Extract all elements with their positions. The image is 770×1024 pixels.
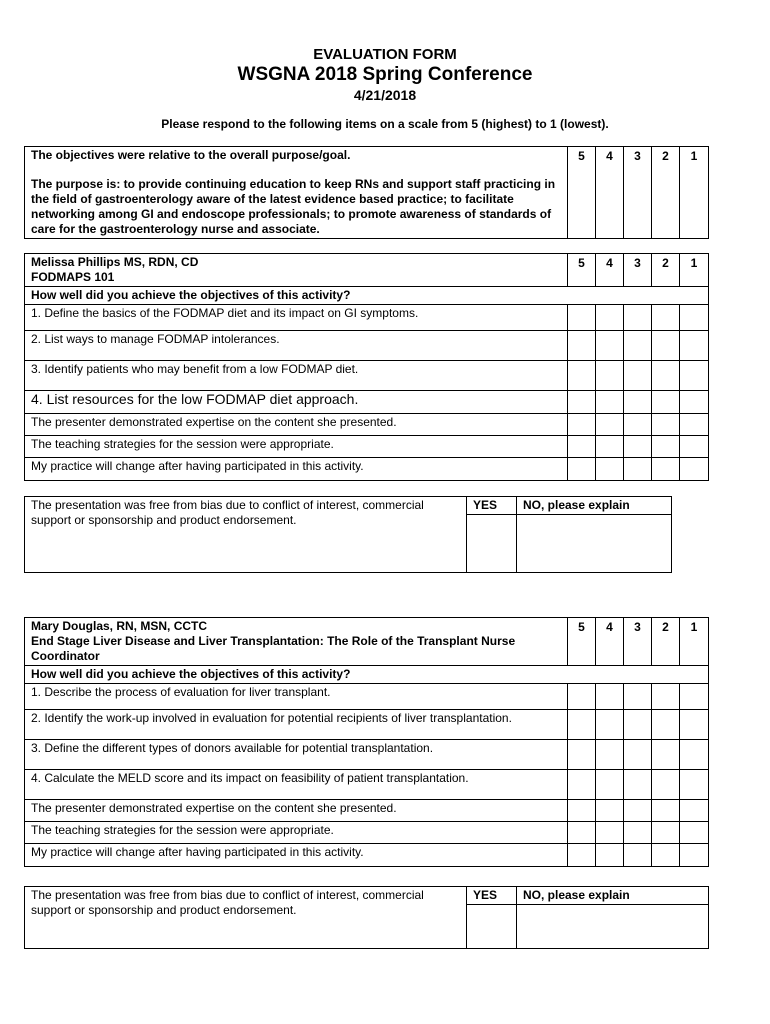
rating-cell[interactable] bbox=[624, 414, 652, 436]
rating-cell[interactable] bbox=[680, 331, 709, 361]
yes-answer-box[interactable] bbox=[467, 905, 517, 949]
bias-table-1 bbox=[24, 496, 672, 573]
rating-cell[interactable] bbox=[652, 361, 680, 391]
statement-row: The presenter demonstrated expertise on the content she presented. bbox=[25, 800, 568, 822]
objectives-question: The objectives were relative to the overall purpose/goal. The purpose is: to provide continuing education to keep RNs and support staff practicing in the field of gastroenterology aware of the latest evidence based practice; to facilitate networking among GI and endoscope professionals; to promote awareness of standards of care for the gastroenterology nurse and associate. bbox=[25, 147, 568, 239]
rating-cell[interactable] bbox=[624, 770, 652, 800]
statement-row: The presenter demonstrated expertise on the content she presented. bbox=[25, 414, 568, 436]
rating-cell[interactable] bbox=[596, 800, 624, 822]
score-5[interactable]: 5 bbox=[568, 147, 596, 239]
rating-cell[interactable] bbox=[680, 414, 709, 436]
form-title: EVALUATION FORM bbox=[313, 46, 457, 63]
rating-cell[interactable] bbox=[596, 844, 624, 867]
rating-cell[interactable] bbox=[624, 305, 652, 331]
no-label: NO, please explain bbox=[517, 887, 709, 905]
rating-cell[interactable] bbox=[596, 684, 624, 710]
rating-cell[interactable] bbox=[568, 458, 596, 481]
rating-cell[interactable] bbox=[680, 305, 709, 331]
rating-cell[interactable] bbox=[680, 822, 709, 844]
rating-cell[interactable] bbox=[568, 770, 596, 800]
score-5: 5 bbox=[568, 254, 596, 287]
rating-cell[interactable] bbox=[680, 458, 709, 481]
objective-row: 4. List resources for the low FODMAP diet approach. bbox=[25, 391, 568, 414]
objective-row: 3. Identify patients who may benefit from a low FODMAP diet. bbox=[25, 361, 568, 391]
objective-row: 1. Define the basics of the FODMAP diet and its impact on GI symptoms. bbox=[25, 305, 568, 331]
rating-cell[interactable] bbox=[568, 414, 596, 436]
bias-table-2 bbox=[24, 886, 709, 949]
statement-row: The teaching strategies for the session were appropriate. bbox=[25, 436, 568, 458]
session-topic: End Stage Liver Disease and Liver Transplantation: The Role of the Transplant Nurse Coordinator bbox=[31, 634, 516, 663]
rating-cell[interactable] bbox=[680, 740, 709, 770]
score-3: 3 bbox=[624, 618, 652, 666]
rating-cell[interactable] bbox=[596, 436, 624, 458]
score-4[interactable]: 4 bbox=[596, 147, 624, 239]
score-3[interactable]: 3 bbox=[624, 147, 652, 239]
purpose-text: The purpose is: to provide continuing education to keep RNs and support staff practicing in the field of gastroenterology aware of the latest evidence based practice; to facilitate networking among GI and endoscope professionals; to promote awareness of standards of care for the gastroenterology nurse and associate. bbox=[31, 177, 556, 236]
rating-cell[interactable] bbox=[624, 458, 652, 481]
rating-cell[interactable] bbox=[624, 822, 652, 844]
instructions: Please respond to the following items on a scale from 5 (highest) to 1 (lowest). bbox=[161, 117, 609, 131]
objectives-prompt: How well did you achieve the objectives of this activity? bbox=[25, 287, 709, 305]
statement-row: The teaching strategies for the session were appropriate. bbox=[25, 822, 568, 844]
rating-cell[interactable] bbox=[652, 710, 680, 740]
yes-label: YES bbox=[467, 497, 517, 515]
rating-cell[interactable] bbox=[624, 331, 652, 361]
rating-cell[interactable] bbox=[568, 684, 596, 710]
rating-cell[interactable] bbox=[680, 710, 709, 740]
objectives-prompt: How well did you achieve the objectives of this activity? bbox=[25, 666, 709, 684]
rating-cell[interactable] bbox=[624, 391, 652, 414]
rating-cell[interactable] bbox=[680, 770, 709, 800]
bias-statement: The presentation was free from bias due to conflict of interest, commercial support or sponsorship and product endorsement. bbox=[25, 887, 467, 949]
rating-cell[interactable] bbox=[596, 822, 624, 844]
rating-cell[interactable] bbox=[624, 740, 652, 770]
no-explain-box[interactable] bbox=[517, 905, 709, 949]
score-2[interactable]: 2 bbox=[652, 147, 680, 239]
rating-cell[interactable] bbox=[596, 391, 624, 414]
rating-cell[interactable] bbox=[568, 391, 596, 414]
objective-row: 2. List ways to manage FODMAP intolerances. bbox=[25, 331, 568, 361]
rating-cell[interactable] bbox=[680, 391, 709, 414]
objective-row: 1. Describe the process of evaluation for liver transplant. bbox=[25, 684, 568, 710]
rating-cell[interactable] bbox=[652, 414, 680, 436]
yes-answer-box[interactable] bbox=[467, 515, 517, 573]
rating-cell[interactable] bbox=[596, 305, 624, 331]
rating-cell[interactable] bbox=[652, 331, 680, 361]
session-topic: FODMAPS 101 bbox=[31, 270, 115, 284]
score-5: 5 bbox=[568, 618, 596, 666]
rating-cell[interactable] bbox=[596, 710, 624, 740]
session-2-table bbox=[24, 617, 709, 867]
rating-cell[interactable] bbox=[680, 436, 709, 458]
score-2: 2 bbox=[652, 618, 680, 666]
conference-date: 4/21/2018 bbox=[353, 87, 417, 103]
rating-cell[interactable] bbox=[652, 822, 680, 844]
score-1[interactable]: 1 bbox=[680, 147, 709, 239]
presenter-name: Melissa Phillips MS, RDN, CD bbox=[31, 255, 199, 269]
rating-cell[interactable] bbox=[680, 844, 709, 867]
rating-cell[interactable] bbox=[680, 684, 709, 710]
score-4: 4 bbox=[596, 618, 624, 666]
session-1-table bbox=[24, 253, 709, 481]
rating-cell[interactable] bbox=[652, 391, 680, 414]
rating-cell[interactable] bbox=[652, 800, 680, 822]
rating-cell[interactable] bbox=[596, 740, 624, 770]
rating-cell[interactable] bbox=[568, 822, 596, 844]
objective-row: 4. Calculate the MELD score and its impact on feasibility of patient transplantation. bbox=[25, 770, 568, 800]
rating-cell[interactable] bbox=[568, 710, 596, 740]
rating-cell[interactable] bbox=[680, 361, 709, 391]
rating-cell[interactable] bbox=[596, 331, 624, 361]
objectives-table bbox=[24, 146, 709, 239]
rating-cell[interactable] bbox=[596, 770, 624, 800]
rating-cell[interactable] bbox=[652, 740, 680, 770]
rating-cell[interactable] bbox=[624, 436, 652, 458]
rating-cell[interactable] bbox=[568, 740, 596, 770]
rating-cell[interactable] bbox=[652, 684, 680, 710]
rating-cell[interactable] bbox=[596, 414, 624, 436]
rating-cell[interactable] bbox=[568, 331, 596, 361]
conference-title: WSGNA 2018 Spring Conference bbox=[237, 64, 533, 85]
statement-row: My practice will change after having participated in this activity. bbox=[25, 458, 568, 481]
score-2: 2 bbox=[652, 254, 680, 287]
rating-cell[interactable] bbox=[652, 436, 680, 458]
objective-row: 3. Define the different types of donors available for potential transplantation. bbox=[25, 740, 568, 770]
rating-cell[interactable] bbox=[568, 305, 596, 331]
rating-cell[interactable] bbox=[596, 458, 624, 481]
rating-cell[interactable] bbox=[652, 770, 680, 800]
score-3: 3 bbox=[624, 254, 652, 287]
no-explain-box[interactable] bbox=[517, 515, 672, 573]
rating-cell[interactable] bbox=[596, 361, 624, 391]
rating-cell[interactable] bbox=[568, 844, 596, 867]
rating-cell[interactable] bbox=[652, 844, 680, 867]
rating-cell[interactable] bbox=[624, 361, 652, 391]
yes-label: YES bbox=[467, 887, 517, 905]
bias-statement: The presentation was free from bias due to conflict of interest, commercial support or sponsorship and product endorsement. bbox=[25, 497, 467, 573]
session-1-header bbox=[25, 254, 568, 287]
rating-cell[interactable] bbox=[652, 458, 680, 481]
presenter-name: Mary Douglas, RN, MSN, CCTC bbox=[31, 619, 208, 633]
objective-row: 2. Identify the work-up involved in evaluation for potential recipients of liver transplantation. bbox=[25, 710, 568, 740]
rating-cell[interactable] bbox=[624, 800, 652, 822]
statement-row: My practice will change after having participated in this activity. bbox=[25, 844, 568, 867]
rating-cell[interactable] bbox=[568, 800, 596, 822]
session-2-header bbox=[25, 618, 568, 666]
score-4: 4 bbox=[596, 254, 624, 287]
rating-cell[interactable] bbox=[624, 844, 652, 867]
no-label: NO, please explain bbox=[517, 497, 672, 515]
score-1: 1 bbox=[680, 618, 709, 666]
rating-cell[interactable] bbox=[624, 710, 652, 740]
rating-cell[interactable] bbox=[568, 361, 596, 391]
rating-cell[interactable] bbox=[624, 684, 652, 710]
rating-cell[interactable] bbox=[568, 436, 596, 458]
rating-cell[interactable] bbox=[680, 800, 709, 822]
score-1: 1 bbox=[680, 254, 709, 287]
rating-cell[interactable] bbox=[652, 305, 680, 331]
